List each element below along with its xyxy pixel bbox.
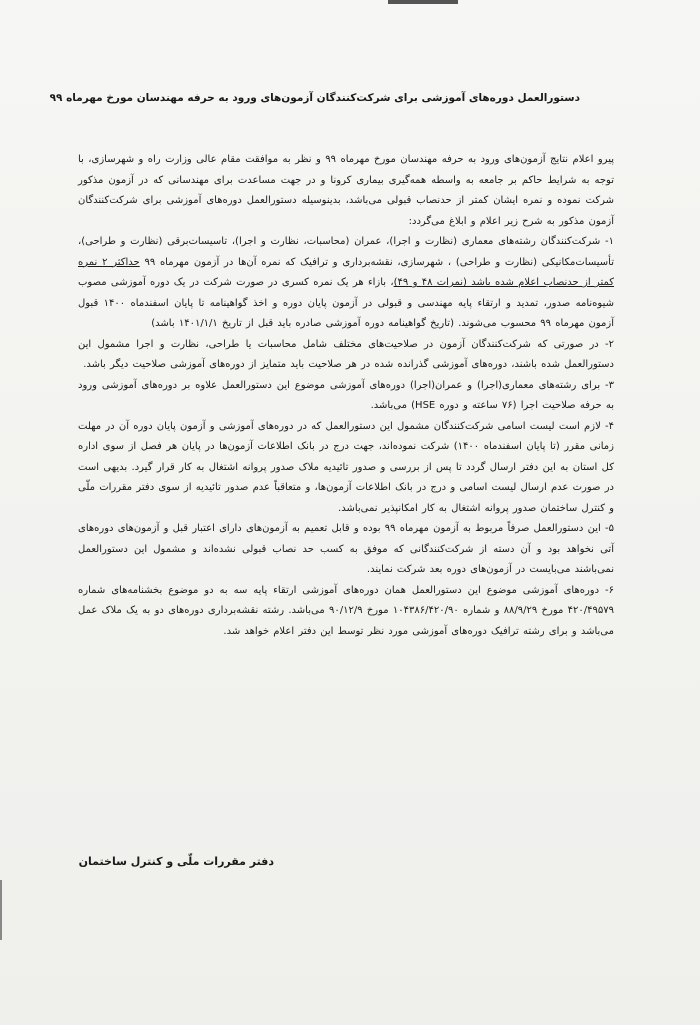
- item-1: [78, 232, 614, 335]
- item-6: ۶- دوره‌های آموزشی موضوع این دستورالعمل همان دوره‌های آموزشی ارتقاء پایه سه به دو موضوع بخشنامه‌های شماره ۴۲۰/۴۹۵۷۹ مورخ ۸۸/۹/۲۹ و شماره ۱۰۴۳۸۶/۴۲۰/۹۰ مورخ ۹۰/۱۲/۹ می‌باشد. رشته نقشه‌برداری دوره‌های دو به یک ملاک عمل می‌باشد و برای رشته ترافیک دوره‌های آموزشی مورد نظر توسط این دفتر اعلام خواهد شد.: [78, 584, 614, 637]
- item-1-text-a: ۱- شرکت‌کنندگان رشته‌های معماری (نظارت و اجرا)، عمران (محاسبات، نظارت و اجرا)، تاسیسات‌برقی (نظارت و طراحی)، تأسیسات‌مکانیکی (نظارت و طراحی) ، شهرسازی، نقشه‌برداری و ترافیک که نمره آن‌ها در آزمون مهرماه ۹۹: [78, 236, 614, 268]
- item-2: ۲- در صورتی که شرکت‌کنندگان آزمون در صلاحیت‌های مختلف شامل محاسبات یا طراحی، نظارت و اجرا مشمول این دستورالعمل شده باشند، دوره‌های آموزشی گذرانده شده در هر صلاحیت باید متمایز از دوره‌های آموزشی صلاحیت دیگر باشد.: [78, 338, 614, 370]
- signature-office: دفتر مقررات ملّی و کنترل ساختمان: [78, 855, 274, 868]
- binding-mark: [388, 0, 458, 4]
- item-3: ۳- برای رشته‌های معماری(اجرا) و عمران(اجرا) دوره‌های آموزشی موضوع این دستورالعمل علاوه بر دوره‌های آموزشی ورود به حرفه صلاحیت اجرا (۷۶ ساعته و دوره HSE) می‌باشد.: [78, 379, 614, 411]
- document-title: دستورالعمل دوره‌های آموزشی برای شرکت‌کنندگان آزمون‌های ورود به حرفه مهندسان مورخ مهرماه ۹۹: [49, 92, 580, 104]
- page-edge-mark: [0, 880, 2, 940]
- item-4: ۴- لازم است لیست اسامی شرکت‌کنندگان مشمول این دستورالعمل که در دوره‌های آموزشی و آزمون پایان دوره آن در مهلت زمانی مقرر (تا پایان اسفندماه ۱۴۰۰) شرکت نموده‌اند، جهت درج در بانک اطلاعات آزمون‌ها در پایان هر فصل از سوی اداره کل استان به این دفتر ارسال گردد تا پس از بررسی و صدور تائیدیه ملاک صدور پروانه اشتغال به کار قرار گیرد. بدیهی است در صورت عدم ارسال لیست اسامی و درج در بانک اطلاعات آزمون‌ها، و متعاقباً عدم صدور تائیدیه از سوی دفتر مقررات ملّی و کنترل ساختمان صدور پروانه اشتغال به کار امکانپذیر نمی‌باشد.: [78, 420, 614, 514]
- item-1-text-b: ، بازاء هر یک نمره کسری در صورت شرکت در یک دوره آموزشی مصوب شیوه‌نامه صدور، تمدید و ارتقاء پایه مهندسی و قبولی در آزمون پایان دوره و اخذ گواهینامه تا پایان اسفندماه ۱۴۰۰ قبول آزمون مهرماه ۹۹ محسوب می‌شوند. (تاریخ گواهینامه دوره آموزشی صادره باید قبل از تاریخ ۱۴۰۱/۱/۱ باشد): [78, 277, 614, 329]
- item-1-underlined: حداکثر ۲ نمره کمتر از حدنصاب اعلام شده باشد (نمرات ۴۸ و ۴۹): [78, 256, 615, 288]
- intro-paragraph: پیرو اعلام نتایج آزمون‌های ورود به حرفه مهندسان مورخ مهرماه ۹۹ و نظر به موافقت مقام عالی وزارت راه و شهرسازی، با توجه به شرایط حاکم بر جامعه به واسطه همه‌گیری بیماری کرونا و در جهت مساعدت برای مهندسانی که در آزمون مذکور شرکت نموده و نمره ایشان کمتر از حدنصاب قبولی می‌باشد، بدینوسیله دستورالعمل دوره‌های آموزشی برای شرکت‌کنندگان آزمون مذکور به شرح زیر اعلام و ابلاغ می‌گردد:: [78, 154, 615, 227]
- item-5: ۵- این دستورالعمل صرفاً مربوط به آزمون مهرماه ۹۹ بوده و قابل تعمیم به آزمون‌های دارای اعتبار قبل و آزمون‌های دوره‌های آتی نخواهد بود و آن دسته از شرکت‌کنندگانی که موفق به کسب حد نصاب قبولی نشده‌اند و مشمول این دستورالعمل نمی‌باشند می‌بایست در آزمون‌های دوره بعد شرکت نمایند.: [78, 523, 614, 575]
- document-body: [78, 150, 614, 642]
